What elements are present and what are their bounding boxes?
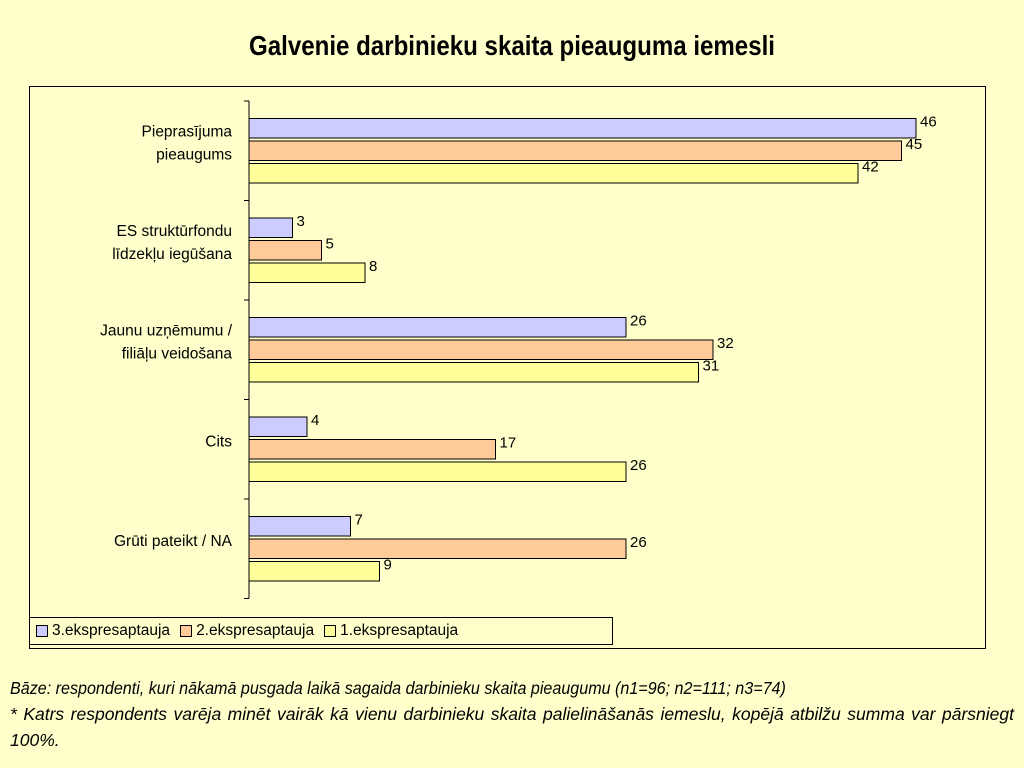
bar bbox=[249, 340, 713, 360]
multi-answer-footnote: * Katrs respondents varēja minēt vairāk kā vienu darbinieku skaita palielināšanās iemeslu, kopējā atbilžu summa var pārsniegt 100%. bbox=[10, 704, 1014, 750]
category-label-line: līdzekļu iegūšana bbox=[112, 245, 232, 263]
bar-chart bbox=[30, 87, 987, 650]
data-label: 9 bbox=[383, 556, 392, 574]
bar bbox=[249, 241, 322, 261]
category-label-line: pieaugums bbox=[156, 146, 232, 164]
legend-label: 2.ekspresaptauja bbox=[196, 622, 315, 639]
category-label bbox=[112, 223, 232, 263]
data-label: 31 bbox=[702, 357, 720, 375]
data-label: 4 bbox=[311, 412, 320, 430]
bar bbox=[249, 363, 699, 383]
legend-swatch bbox=[36, 625, 48, 637]
data-label: 7 bbox=[354, 511, 363, 529]
bar bbox=[249, 417, 307, 437]
bar bbox=[249, 119, 916, 139]
data-label: 26 bbox=[630, 534, 647, 552]
legend-item-series-3 bbox=[324, 622, 458, 640]
data-label: 42 bbox=[862, 158, 879, 176]
bar bbox=[249, 318, 626, 338]
category-label-line: Cits bbox=[205, 433, 232, 451]
category-label-line: ES struktūrfondu bbox=[116, 222, 232, 240]
data-label: 32 bbox=[717, 335, 734, 353]
bar bbox=[249, 517, 351, 537]
category-label bbox=[114, 533, 233, 550]
bar bbox=[249, 218, 293, 238]
legend-label: 3.ekspresaptauja bbox=[52, 622, 171, 639]
category-label bbox=[205, 433, 232, 450]
legend-item-series-2 bbox=[180, 622, 314, 640]
base-footnote: Bāze: respondenti, kuri nākamā pusgada laikā sagaida darbinieku skaita pieaugumu (n1=96; n2=111; n3=74) bbox=[10, 678, 786, 698]
data-label: 45 bbox=[905, 136, 923, 154]
category-label-line: Grūti pateikt / NA bbox=[113, 532, 232, 550]
data-label: 8 bbox=[369, 258, 378, 276]
data-label: 46 bbox=[920, 113, 937, 131]
bar bbox=[249, 462, 626, 482]
legend-label: 1.ekspresaptauja bbox=[340, 622, 459, 639]
legend-item-series-1 bbox=[36, 622, 170, 640]
data-label: 17 bbox=[499, 434, 517, 452]
data-label: 3 bbox=[296, 213, 305, 231]
category-label-line: filiāļu veidošana bbox=[121, 345, 232, 363]
legend-swatch bbox=[324, 625, 336, 637]
bar bbox=[249, 141, 902, 161]
category-label bbox=[100, 322, 233, 362]
bar bbox=[249, 440, 496, 460]
legend bbox=[29, 617, 613, 645]
chart-title: Galvenie darbinieku skaita pieauguma iemesli bbox=[249, 30, 775, 61]
bar bbox=[249, 263, 365, 283]
category-label-line: Pieprasījuma bbox=[141, 123, 232, 141]
data-label: 26 bbox=[630, 457, 647, 475]
category-label bbox=[142, 123, 233, 163]
legend-swatch bbox=[180, 625, 192, 637]
bar bbox=[249, 539, 626, 559]
bar bbox=[249, 562, 380, 582]
chart-area bbox=[29, 86, 986, 649]
data-label: 26 bbox=[630, 312, 647, 330]
category-label-line: Jaunu uzņēmumu / bbox=[100, 322, 232, 340]
bar bbox=[249, 164, 858, 184]
data-label: 5 bbox=[325, 235, 334, 253]
